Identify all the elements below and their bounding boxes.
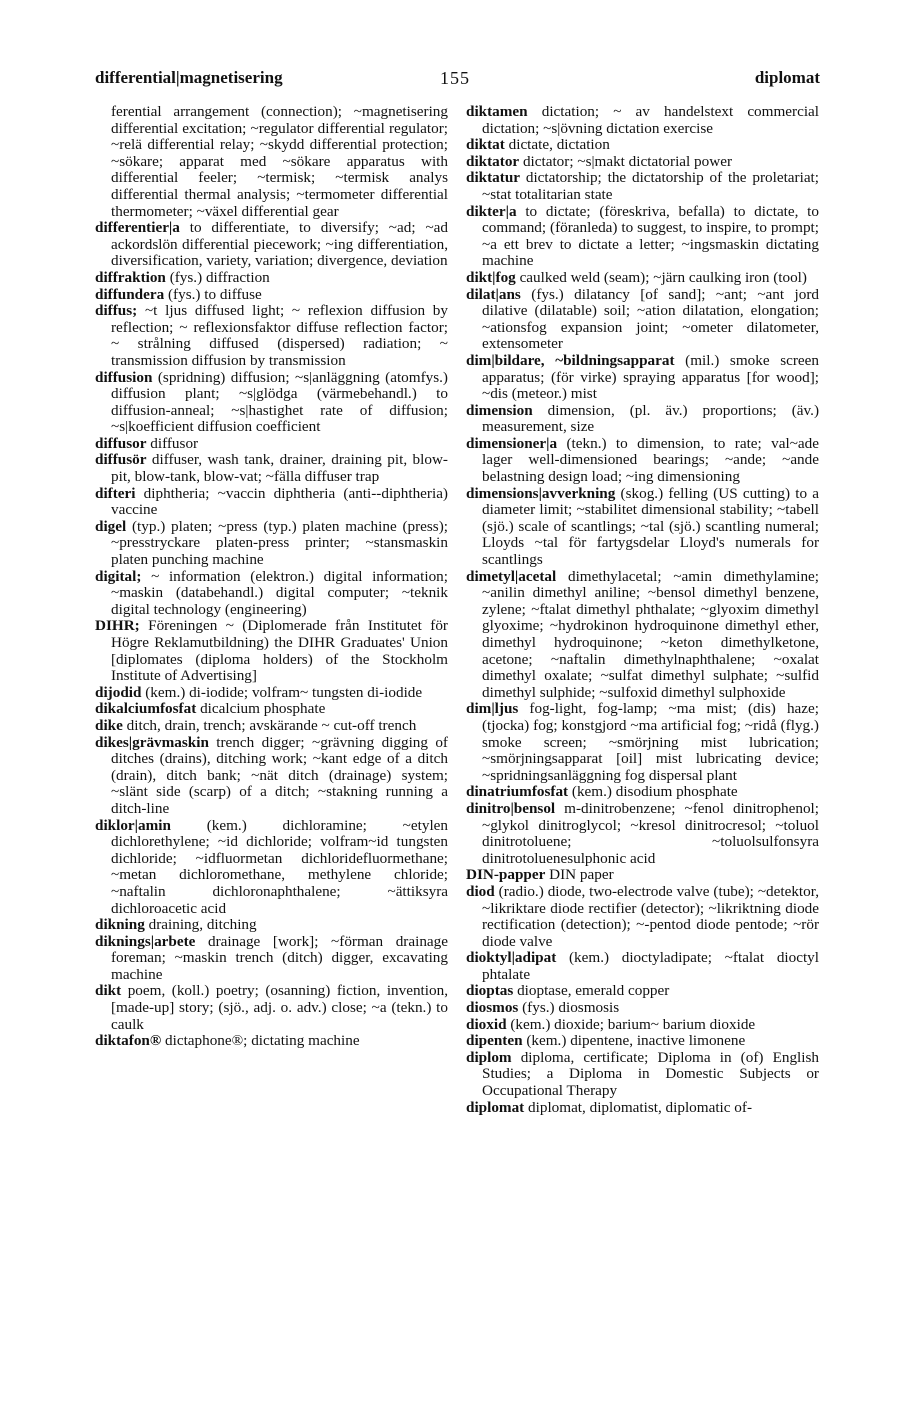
right-column [466,104,819,1116]
dictionary-entry [95,220,448,270]
dictionary-entry [466,884,819,950]
entry-headword: diosmos [466,999,519,1017]
entry-headword: diktat [466,136,505,154]
dictionary-entry [95,618,448,684]
running-head-left: differential|magnetisering [95,68,283,87]
entry-definition: (kem.) dioxide; barium~ barium dioxide [506,1015,756,1033]
entry-definition: diffuser, wash tank, drainer, draining pit, blow-pit, blow-tank, blow-vat; ~fälla diffuser trap [111,451,448,486]
entry-headword: difteri [95,484,136,502]
entry-headword: dilat|ans [466,285,521,303]
entry-headword: dikes|grävmaskin [95,733,209,751]
entry-headword: DIHR; [95,617,140,635]
entry-definition: to differentiate, to diversify; ~ad; ~ad ackordslön differential piecework; ~ing differentiation, diversification, variety, variation; divergence, deviation [111,219,448,270]
entry-definition: trench digger; ~grävning digging of ditches (drains), ditching work; ~kant edge of a ditch (drain), ditch bank; ~nät ditch (drainage) system; ~slänt side (scarp) of a ditch; ~stakning running a ditch-line [111,733,448,817]
dictionary-entry [466,154,819,171]
entry-definition: DIN paper [545,866,614,884]
dictionary-entry [466,104,819,137]
entry-definition: caulked weld (seam); ~järn caulking iron (tool) [515,268,807,286]
dictionary-entry [95,1033,448,1050]
entry-definition: dicalcium phosphate [196,700,326,718]
entry-definition: dimension, (pl. äv.) proportions; (äv.) measurement, size [482,401,819,436]
entry-headword: diklor|amin [95,816,171,834]
dictionary-entry [466,436,819,486]
entry-definition: dictaphone®; dictating machine [161,1032,360,1050]
entry-headword: dim|ljus [466,700,519,718]
dictionary-entry [466,1100,819,1117]
entry-definition: diffusor [146,434,199,452]
entry-definition: Föreningen ~ (Diplomerade från Institutet för Högre Reklamutbildning) the DIHR Graduates' Union [diplomates (diploma holders) of the Stockholm Institute of Advertising] [111,617,448,685]
dictionary-entry [466,950,819,983]
dictionary-entry [95,452,448,485]
entry-headword: digel [95,517,127,535]
entry-headword: dimensioner|a [466,434,558,452]
dictionary-entry [466,569,819,702]
entry-headword: differentier|a [95,219,180,237]
dictionary-entry [466,867,819,884]
entry-headword: dinatriumfosfat [466,783,569,801]
entry-definition: dictatorship; the dictatorship of the proletariat; ~stat totalitarian state [482,169,819,203]
entry-definition: (kem.) dipentene, inactive limonene [522,1032,746,1050]
dictionary-entry [466,137,819,154]
page-number: 155 [440,68,470,88]
entry-headword: diod [466,882,495,900]
entry-definition: (radio.) diode, two-electrode valve (tube); ~detektor, ~likriktare diode rectifier (detector); ~likriktning diode rectification (detection); ~-pentod diode pentode; ~rör diode valve [482,882,819,950]
entry-headword: dikt [95,982,122,1000]
dictionary-entry [95,934,448,984]
dictionary-entry [466,1017,819,1034]
dictionary-entry [466,353,819,403]
dictionary-entry [95,718,448,735]
dictionary-entry [466,270,819,287]
entry-definition: diphtheria; ~vaccin diphtheria (anti--diphtheria) vaccine [111,484,448,519]
entry-definition: fog-light, fog-lamp; ~ma mist; (dis) haze; (tjocka) fog; konstgjord ~ma artificial fog; ~ridå (flyg.) smoke screen; ~smörjning mist lubrication; ~smörjningsapparat [oil] mist lubricating device; ~spridningsanläggning fog dispersal plant [482,700,819,784]
dictionary-entry [95,104,448,220]
entry-headword: diplom [466,1048,512,1066]
dictionary-entry [466,983,819,1000]
entry-definition: diplomat, diplomatist, diplomatic of- [524,1098,753,1116]
entry-definition: (kem.) dichloramine; ~etylen dichlorethylene; ~id dichloride; volfram~id tungsten dichloride; ~idfluormetan dichloridefluormethane; ~metan dichloromethane, methylene chloride; ~naftalin dichloronaphthalene; ~ättiksyra dichloroacetic acid [111,816,448,917]
entry-headword: diffusor [95,434,147,452]
dictionary-entry [95,270,448,287]
entry-definition: (kem.) disodium phosphate [568,783,738,801]
entry-definition: dimethylacetal; ~amin dimethylamine; ~anilin dimethyl aniline; ~bensol dimethyl benzene, zylene; ~ftalat dimethyl phthalate; ~glyoxim dimethyl glyoxime; ~hydrokinon hydroquinone dimethyl ether, dimethyl hydroquinone; ~keton dimethylketone, acetone; ~naftalin dimethylnaphthalene; ~oxalat dimethyl oxalate; ~sulfat dimethyl sulphate; ~sulfid dimethyl sulphide; ~sulfoxid dimethyl sulphoxide [482,567,819,701]
entry-definition: draining, ditching [144,916,257,934]
entry-headword: dimension [466,401,533,419]
dictionary-entry [95,287,448,304]
dictionary-entry [95,303,448,369]
dictionary-entry [95,370,448,436]
entry-definition: (fys.) dilatancy [of sand]; ~ant; ~ant jord dilative (dilatable) soil; ~ation dilatation, elongation; ~ationsfog expansion joint; ~ometer dilatometer, extensometer [482,285,819,353]
entry-definition: ~t ljus diffused light; ~ reflexion diffusion by reflection; ~ reflexionsfaktor diffuse reflection factor; ~ strålning diffused (dispersed) radiation; ~ transmission diffusion by transmission [111,302,448,369]
dictionary-entry [95,917,448,934]
entry-definition: poem, (koll.) poetry; (osanning) fiction, invention, [made-up] story; (sjö., adj. o. adv.) close; ~a (tekn.) to caulk [111,982,448,1033]
entry-headword: dioxid [466,1015,507,1033]
entry-headword: diplomat [466,1098,525,1116]
dictionary-entry [466,287,819,353]
dictionary-entry [95,486,448,519]
entry-definition: dictation; ~ av handelstext commercial dictation; ~s|övning dictation exercise [482,103,819,137]
entry-headword: dikning [95,916,145,934]
entry-headword: dipenten [466,1032,523,1050]
entry-definition: (fys.) diffraction [165,268,270,286]
entry-definition: ~ information (elektron.) digital information; ~maskin (databehandl.) digital computer; ~teknik digital technology (engineering) [111,567,448,618]
entry-definition: (fys.) diosmosis [518,999,620,1017]
entry-headword: dikt|fog [466,268,516,286]
entry-definition: (kem.) dioctyladipate; ~ftalat dioctyl phtalate [482,949,819,983]
entry-definition: dioptase, emerald copper [513,982,670,1000]
dictionary-entry [95,735,448,818]
entry-headword: DIN-papper [466,866,546,884]
entry-headword: dioktyl|adipat [466,949,557,967]
entry-definition: drainage [work]; ~förman drainage foreman; ~maskin trench (ditch) digger, excavating machine [111,932,448,983]
entry-headword: diktatur [466,169,521,187]
entry-definition: (mil.) smoke screen apparatus; (för virke) spraying apparatus [for wood]; ~dis (meteor.) mist [482,351,819,403]
dictionary-entry [95,436,448,453]
entry-definition: dictator; ~s|makt dictatorial power [519,152,733,170]
dictionary-entry [95,685,448,702]
dictionary-entry [466,1033,819,1050]
dictionary-entry [95,519,448,569]
entry-definition: ditch, drain, trench; avskärande ~ cut-off trench [122,716,417,734]
entry-definition: (skog.) felling (US cutting) to a diameter limit; ~stabilitet dimensional stability; ~tabell (sjö.) scale of scantlings; ~tal (sjö.) scantling numeral; Lloyds ~tal för fartygsdelar Lloyd's numerals for scantlings [482,484,819,569]
entry-headword: dioptas [466,982,514,1000]
dictionary-entry [466,403,819,436]
entry-definition: (tekn.) to dimension, to rate; val~ade lager well-dimensioned bearings; ~ande; ~ande belastning design load; ~ing dimensioning [482,434,819,486]
entry-definition: m-dinitrobenzene; ~fenol dinitrophenol; ~glykol dinitroglycol; ~kresol dinitrocresol; ~toluol dinitrotoluene; ~toluolsulfonsyra dinitrotoluenesulphonic acid [482,799,819,867]
dictionary-entry [466,701,819,784]
running-head-right: diplomat [754,68,820,87]
entry-headword: dike [95,716,123,734]
dictionary-entry [95,569,448,619]
entry-definition: to dictate; (föreskriva, befalla) to dictate, to command; (föranleda) to suggest, to inspire, to prompt; ~a ett brev to dictate a letter; ~ingsmaskin dictating machine [482,202,819,270]
entry-definition: dictate, dictation [504,136,610,154]
dictionary-entry [95,983,448,1033]
entry-definition: diploma, certificate; Diploma in (of) English Studies; a Diploma in Domestic Subjects or Occupational Therapy [482,1048,819,1100]
entry-headword: diktamen [466,103,528,120]
dictionary-entry [466,486,819,569]
entry-definition: ferential arrangement (connection); ~magnetisering differential excitation; ~regulator differential regulator; ~relä differential relay; ~skydd differential protection; ~sökare; apparat med ~sökare apparatus with differential feeler; ~termisk; ~termisk analys differential thermal analysis; ~termometer differential thermometer; ~växel differential gear [111,103,448,220]
entry-headword: digital; [95,567,142,585]
entry-definition: (fys.) to diffuse [164,285,262,303]
entry-definition: (typ.) platen; ~press (typ.) platen machine (press); ~presstryckare platen-press printer; ~stansmaskin platen punching machine [111,517,448,569]
entry-headword: dijodid [95,683,142,701]
dictionary-entry [466,801,819,867]
entry-headword: diffus; [95,302,138,320]
entry-headword: dimetyl|acetal [466,567,557,585]
entry-definition: (kem.) di-iodide; volfram~ tungsten di-iodide [141,683,423,701]
entry-definition: (spridning) diffusion; ~s|anläggning (atomfys.) diffusion plant; ~s|glödga (värmebehandl.) to diffusion-anneal; ~s|hastighet rate of diffusion; ~s|koefficient diffusion coefficient [111,368,448,436]
dictionary-entry [466,204,819,270]
dictionary-entry [95,701,448,718]
entry-headword: dimensions|avverkning [466,484,616,502]
entry-headword: diktafon® [95,1032,162,1050]
entry-headword: diffundera [95,285,165,303]
left-column [95,104,448,1050]
entry-headword: dinitro|bensol [466,799,556,817]
dictionary-entry [466,1000,819,1017]
entry-headword: diffusion [95,368,153,386]
dictionary-entry [466,1050,819,1100]
entry-headword: diknings|arbete [95,932,196,950]
entry-headword: dikalciumfosfat [95,700,197,718]
entry-headword: dikter|a [466,202,517,220]
entry-headword: diktator [466,152,520,170]
dictionary-entry [466,170,819,203]
entry-headword: diffusör [95,451,147,469]
dictionary-entry [95,818,448,918]
entry-headword: dim|bildare, ~bildningsapparat [466,351,675,369]
entry-headword: diffraktion [95,268,166,286]
dictionary-entry [466,784,819,801]
